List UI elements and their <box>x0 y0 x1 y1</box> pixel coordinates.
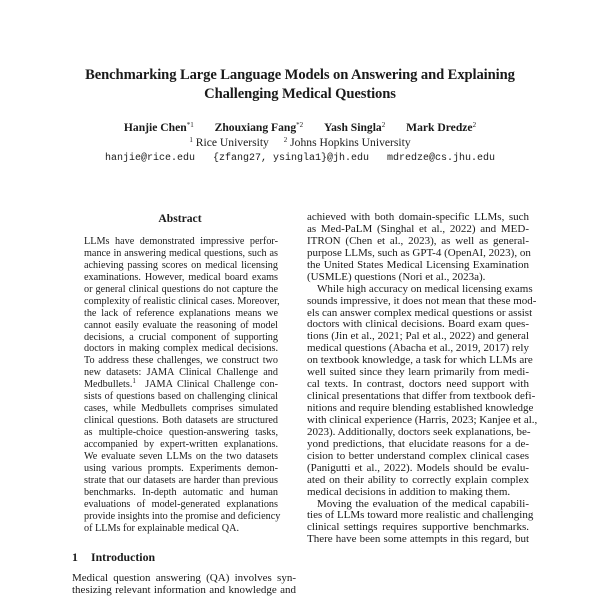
text-line: as Med-PaLM (Singhal et al., 2022) and MED- <box>307 222 529 235</box>
text-line: achieved with both domain-specific LLMs, such <box>307 211 529 223</box>
text-line: purpose LLMs, such as GPT-4 (OpenAI, 2023), on <box>307 246 531 259</box>
text-line: els can answer complex medical questions or assist <box>307 306 533 319</box>
text-line: using various prompts. Experiments demon- <box>84 462 278 474</box>
author-name: Zhouxiang Fang <box>214 121 297 134</box>
author-name: Yash Singla <box>324 121 382 134</box>
affil-marker: 1 <box>189 136 193 144</box>
email: mdredze@cs.jhu.edu <box>387 153 496 164</box>
text-line: sounds impressive, it does not mean that these mod- <box>307 294 537 307</box>
text-line: ties of LLMs toward more realistic and challenging <box>307 509 534 522</box>
text-line: cannot easily evaluate the reasoning of model <box>84 319 278 331</box>
author-affil-marker: 2 <box>381 121 386 129</box>
text-line: sists of questions based on challenging clinical <box>84 391 278 403</box>
author-emails <box>60 152 540 165</box>
text-line: We evaluate seven LLMs on the two datasets <box>84 450 278 462</box>
text-line: the United States Medical Licensing Examination <box>307 258 529 271</box>
author <box>406 121 476 134</box>
section-heading-introduction <box>72 550 155 564</box>
text-line: decisions, a crucial component of supporting <box>84 331 278 343</box>
text-line: While high accuracy on medical licensing exams <box>317 282 533 295</box>
text-line: doctors with clinical decisions. Board exam ques- <box>307 318 529 331</box>
author-name: Hanjie Chen <box>123 121 187 134</box>
text-line: the lack of reference explanations means we <box>84 307 278 319</box>
author-list <box>60 121 540 135</box>
text-line: nitions and require blending established knowledge <box>307 402 534 414</box>
author <box>324 121 385 134</box>
text-line: well suited since they learn primarily from medi- <box>307 366 529 379</box>
introduction-body <box>72 572 296 597</box>
paper-title <box>60 66 540 104</box>
text-line: cases, while Medbullets comprises simulated <box>84 403 278 415</box>
text-line: clinical presentations that differ from textbook defi- <box>307 390 536 403</box>
affiliation-name: Johns Hopkins University <box>290 136 411 149</box>
text-line: on textbook knowledge, a task for which LLMs are <box>307 354 533 367</box>
text-line: examinations. However, medical board exams <box>84 271 278 283</box>
text-line: clinical settings requires supportive benchmarks. <box>307 521 529 534</box>
text-line: achieving passing scores on medical licensing <box>84 259 278 271</box>
text-line: There have been some attempts in this regard, but <box>307 533 529 546</box>
text-line: with clinical experience (Harris, 2023; Kanjee et al., <box>307 413 538 426</box>
right-column-body <box>307 211 538 546</box>
affiliations <box>60 136 540 150</box>
author-affil-marker: *2 <box>296 121 304 129</box>
text-line: Moving the evaluation of the medical capabili- <box>317 497 529 510</box>
text-fragment: Medbullets. <box>84 379 133 391</box>
section-title: Introduction <box>91 550 156 564</box>
section-number: 1 <box>72 550 78 564</box>
text-line: medical questions (Abacha et al., 2019, 2017) rely <box>307 342 529 355</box>
text-line: cision to better understand complex clinical cases <box>307 449 529 462</box>
text-line: evaluations of model-generated explanations <box>84 498 278 510</box>
text-line: (USMLE) questions (Nori et al., 2023a). <box>307 270 486 283</box>
abstract-heading: Abstract <box>158 212 202 225</box>
author-affil-marker: 2 <box>472 121 477 129</box>
text-line: tions (Jin et al., 2021; Pal et al., 2022) and general <box>307 330 529 343</box>
affil-marker: 2 <box>283 136 288 144</box>
author <box>124 121 194 134</box>
text-line: (Panigutti et al., 2022). Models should be evalu- <box>307 461 529 474</box>
text-line: mance in answering medical questions, such as <box>84 247 278 259</box>
text-line-with-footnote <box>84 379 278 391</box>
text-line: To address these challenges, we construct two <box>84 355 278 367</box>
author <box>215 121 304 134</box>
text-line: new datasets: JAMA Clinical Challenge and <box>84 367 278 379</box>
abstract-body <box>84 236 281 534</box>
affiliation <box>189 136 269 149</box>
text-line: LLMs have demonstrated impressive perfor- <box>84 236 278 247</box>
text-line: as multiple-choice question-answering tasks, <box>84 427 278 438</box>
affiliation <box>284 136 411 149</box>
text-line: provide insights into the promise and deficiency <box>84 510 281 522</box>
text-line: accompanied by expert-written explanations. <box>84 438 278 450</box>
text-fragment: JAMA Clinical Challenge con- <box>145 379 278 391</box>
text-line: medical decisions in addition to making them. <box>307 485 511 498</box>
title-line-2: Challenging Medical Questions <box>204 86 396 102</box>
text-line: benchmarks. In-depth automatic and human <box>84 486 278 498</box>
email: hanjie@rice.edu <box>104 153 195 164</box>
footnote-marker[interactable]: 1 <box>132 377 136 386</box>
text-line: strate that our datasets are harder than previous <box>84 474 278 486</box>
text-line: 2023). Additionally, doctors seek explanations, be- <box>307 425 531 438</box>
text-line: doctors in making complex medical decisions. <box>84 343 278 355</box>
text-line: of LLMs for explainable medical QA. <box>84 522 240 534</box>
author-affil-marker: *1 <box>186 121 194 129</box>
text-line: ITRON (Chen et al., 2023), as well as general- <box>307 234 529 247</box>
text-line: yond predictions, that elucidate reasons for a de- <box>307 437 529 450</box>
text-line: or general clinical questions do not capture the <box>84 283 278 295</box>
text-line: clinical questions. Both datasets are structured <box>84 415 278 427</box>
text-line: complexity of realistic clinical cases. Moreover, <box>84 295 280 307</box>
affiliation-name: Rice University <box>195 136 269 149</box>
text-line: Medical question answering (QA) involves syn- <box>72 572 296 584</box>
text-line: ated on their ability to correctly explain complex <box>307 473 529 486</box>
title-line-1: Benchmarking Large Language Models on Answering and Explaining <box>85 67 515 83</box>
email: {zfang27, ysingla1}@jh.edu <box>212 153 369 164</box>
author-name: Mark Dredze <box>406 121 473 134</box>
text-line: thesizing relevant information and knowledge and <box>72 584 296 597</box>
text-line: cal texts. In contrast, doctors need support with <box>307 378 529 391</box>
